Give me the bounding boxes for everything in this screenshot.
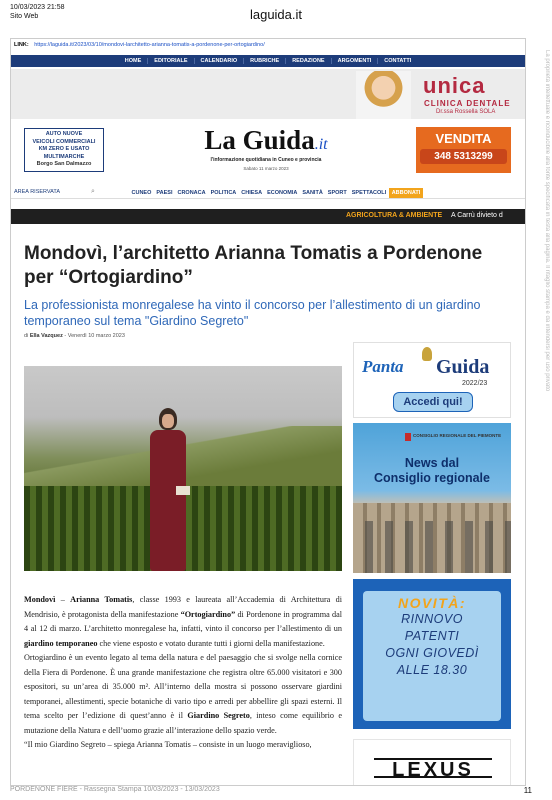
section-cuneo[interactable]: CUNEO [131,190,152,196]
pantaguida-ad[interactable] [353,342,511,418]
section-chiesa[interactable]: CHIESA [241,190,263,196]
ad-line: Borgo San Dalmazzo [36,161,92,167]
text-bold: Arianna Tomatis [70,595,133,604]
access-button[interactable]: Accedi qui! [393,392,473,412]
ad-line: MULTIMARCHE [43,153,85,160]
license-ad-panel [363,591,501,721]
renewal-line: RINNOVO [401,612,463,626]
renewal-line: ALLE 18.30 [396,663,468,677]
subscribe-button[interactable]: ABBONATI [389,188,424,198]
current-date: Sabato 11 marzo 2023 [243,166,289,171]
ad-portrait-image [356,71,411,119]
license-renewal-ad[interactable] [353,579,511,729]
ad-panta: Panta [362,357,404,376]
text-bold: giardino temporaneo [24,638,98,648]
link-label: LINK: [14,42,29,48]
page-number: 11 [523,786,532,795]
top-navigation [11,55,525,67]
author-link[interactable]: Ella Vazquez [29,333,63,339]
ad-brand-subtitle: CLINICA DENTALE [424,99,511,108]
nav-redazione[interactable]: REDAZIONE [286,58,331,64]
regional-council-ad[interactable] [353,423,511,573]
page-url[interactable]: https://laguida.it/2023/03/10/mondovi-larchitetto-arianna-tomatis-a-pordenone-per-ortogiardino/ [34,42,265,48]
left-auto-ad[interactable] [24,128,104,172]
council-label: CONSIGLIO REGIONALE DEL PIEMONTE [413,433,502,438]
ad-guida: Guida [436,356,490,378]
ad-sale-title: VENDITA [435,131,492,146]
search-icon[interactable]: ⌕ [91,188,95,195]
article-title: Mondovì, l’architetto Arianna Tomatis a Pordenone per “Ortogiardino” [24,243,483,288]
photo-face [162,414,174,428]
section-politica[interactable]: POLITICA [210,190,237,196]
right-sale-ad[interactable] [416,127,511,173]
masthead [11,119,525,181]
council-news [353,456,511,486]
renewal-line: PATENTI [404,629,460,643]
photo-subject [146,408,190,571]
section-cronaca[interactable]: CRONACA [177,190,206,196]
article-body [24,593,342,753]
logo-name: La Guida [204,125,315,155]
section-sanita[interactable]: SANITÀ [302,190,323,196]
article-photo [24,366,342,571]
article-byline [24,333,125,339]
ticker-text: A Carrù divieto d [451,212,503,219]
paragraph-3: “Il mio Giardino Segreto – spiega Arianna Tomatis – consiste in un luogo meraviglioso, [24,740,312,749]
ad-line: KM ZERO E USATO [38,146,90,152]
article-date: - Venerdì 10 marzo 2023 [64,333,125,339]
nav-argomenti[interactable]: ARGOMENTI [332,58,379,64]
article-subtitle: La professionista monregalese ha vinto il concorso per l’allestimento di un giardino temporaneo sul tema "Giardino Segreto" [24,298,481,328]
section-spettacoli[interactable]: SPETTACOLI [351,190,387,196]
section-sport[interactable]: SPORT [327,190,347,196]
text-bold: Mondovì [24,595,56,604]
section-navigation [11,187,525,199]
trophy-icon [422,347,432,361]
crest-icon [405,433,411,441]
text-run: , inteso come equilibrio e mutazione della Natura e dell’uomo grazie all’interazione dello spazio verde. [24,711,342,735]
text-run: Ortogiardino è un evento legato al tema della natura e del paesaggio che si svolge nella cornice della Fiera di Pordenone. È una grande manifestazione che registra oltre 65.000 visitatori e 300 espositori, su un’area di 35.000 m². All’interno della mostra si possono osservare giardini temporanei, allestimenti, specie botaniche di vario tipo e arredi per abbellire gli spazi esterni. Il tema scelto per l’edizione di quest’anno è il [24,653,342,720]
renewal-line: OGNI GIOVEDÌ [385,646,479,660]
paragraph-1: Mondovì – Arianna Tomatis, classe 1993 e laureata all’Accademia di Architettura di Mendrisio, è protagonista della manifestazione “Ortogiardino” di Pordenone in programma dal 4 al 12 di marzo. L’architetto monregalese ha, infatti, vinto il concorso per l’allestimento di un giardino temporaneo che viene esposto e votato durante tutti i giorni della manifestazione. [24,595,343,648]
ad-doctor-name: Dr.ssa Rossella SOLA [436,109,496,115]
site-title: laguida.it [249,7,303,22]
ad-year: 2022/23 [462,380,488,387]
nav-contatti[interactable]: CONTATTI [384,58,412,64]
nav-home[interactable]: HOME [119,58,149,64]
news-ticker[interactable] [11,209,525,224]
photo-dress [150,430,186,571]
logo-tagline: l'informazione quotidiana in Cuneo e provincia [210,157,322,163]
text-run: che viene esposto e votato durante tutti i giorni della manifestazione. [97,638,325,648]
lexus-ad[interactable] [353,739,511,786]
nav-calendario[interactable]: CALENDARIO [195,58,245,64]
nav-editoriale[interactable]: EDITORIALE [148,58,194,64]
reserved-area-link[interactable]: AREA RISERVATA [14,189,61,195]
byline-prefix: di [24,333,29,339]
text-bold: “Ortogiardino” [180,609,236,619]
top-banner-ad[interactable] [11,69,525,119]
council-news-line: News dal [404,456,460,470]
text-bold: Giardino Segreto [187,711,250,720]
copyright-note: La proprietà intellettuale è riconducibile alla fonte specificata in testa alla pagina. Il ritaglio stampa è da intendersi per uso privato [544,50,550,392]
ad-line: VEICOLI COMMERCIALI [32,138,96,145]
link-line [14,42,265,48]
novita-label: NOVITÀ: [397,595,467,611]
ad-line: AUTO NUOVE [45,131,83,137]
text-run: , classe 1993 e laureata all’Accademia di Architettura di Mendrisio, è protagonista della manifestazione [24,595,343,619]
section-paesi[interactable]: PAESI [156,190,173,196]
footer-source: PORDENONE FIERE - Rassegna Stampa 10/03/2023 - 13/03/2023 [10,786,220,793]
paragraph-2 [24,651,342,738]
print-source-type: Sito Web [10,13,39,20]
site-logo[interactable] [161,125,371,171]
nav-rubriche[interactable]: RUBRICHE [244,58,286,64]
photo-clutch [176,486,190,495]
council-news-line: Consiglio regionale [374,471,490,485]
ticker-category: AGRICOLTURA & AMBIENTE [346,212,443,219]
web-page-frame [10,38,526,786]
section-menu [129,187,423,199]
text-run: di Pordenone in programma dal 4 al 12 di marzo. L’architetto monregalese ha, infatti, vinto il concorso per l’allestimento di un [24,609,342,633]
print-footer [10,786,542,793]
ad-phone: 348 5313299 [420,149,507,164]
palace-arches [353,521,511,573]
ad-brand: unica [423,73,486,98]
section-economia[interactable]: ECONOMIA [267,190,298,196]
logo-suffix: .it [314,136,328,153]
print-datetime: 10/03/2023 21:58 [10,4,65,11]
lexus-logo: LEXUS [374,758,492,778]
